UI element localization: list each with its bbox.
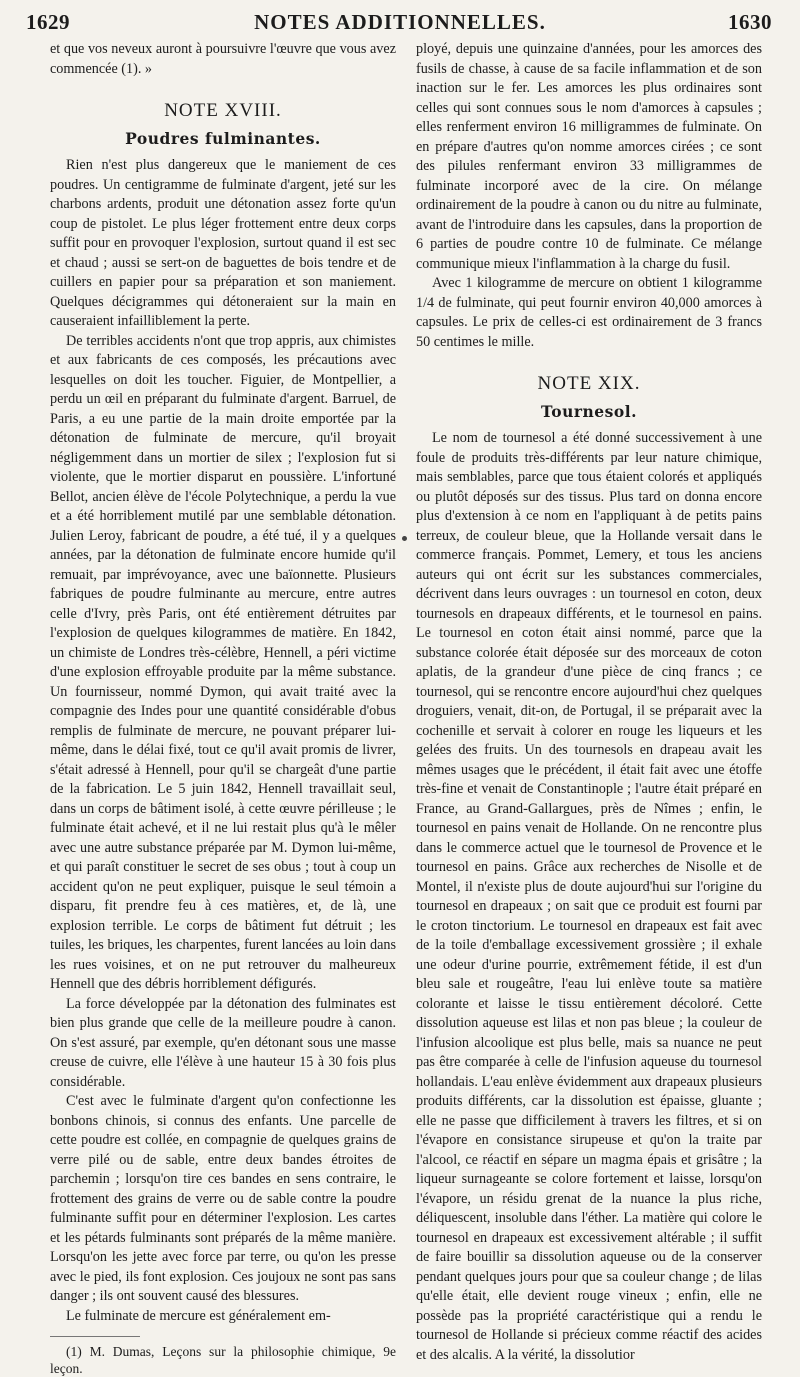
note-19-subtitle: Tournesol. [540,401,637,421]
paragraph: Rien n'est plus dangereux que le maniement de ces poudres. Un centigramme de fulminate d'argent, jeté sur les charbons ardents, produit une détonation assez forte qu'un coup de pistolet. Le plus léger frottement entre deux corps suffit pour en provoquer l'explosion, surtout quand il est sec et chaud ; aussi se sert-on de baguettes de bois tendre et de cuillers en papier pour sa préparation et son maniement. Quelques décigrammes qui détoneraient sur la main en causeraient infailliblement la perte. [50,157,396,329]
note-19-title: NOTE XIX. [537,373,641,394]
paragraph: ployé, depuis une quinzaine d'années, pour les amorces des fusils de chasse, à cause de sa facile inflammation et de son inaction sur le fer. Les amorces les plus ordinaires sont celles qui sont connues sous le nom d'amorces à capsules ; elles renferment environ 16 milligrammes de fulminate. On en prépare d'autres qu'on nomme amorces cirées ; ce sont des pilules renfermant environ 33 milligrammes de fulminate incorporé avec de la cire. On mélange ordinairement de la poudre à canon ou du nitre au fulminate, avant de l'introduire dans les capsules, dans la proportion de 6 parties de poudre contre 10 de fulminate. Ce mélange communique mieux l'inflammation à la charge du fusil. [416,41,762,272]
footnote: (1) M. Dumas, Leçons sur la philosophie chimique, 9e leçon. [50,1344,396,1376]
paragraph: La force développée par la détonation des fulminates est bien plus grande que celle de la meilleure poudre à canon. On s'est assuré, par exemple, qu'en détonant sous une masse creuse de cuivre, elle l'élève à une hauteur 15 à 30 fois plus considérable. [50,995,396,1090]
page-number-left: 1629 [26,10,70,34]
running-header [22,6,778,36]
note-18-title: NOTE XVIII. [164,100,282,121]
right-column [416,40,762,1365]
gutter-mark [402,536,407,541]
intro-paragraph: et que vos neveux auront à poursuivre l'œuvre que vous avez commencée (1). » [50,41,396,77]
running-title: NOTES ADDITIONNELLES. [254,10,546,34]
paragraph: De terribles accidents n'ont que trop appris, aux chimistes et aux fabricants de ces composés, les précautions avec lesquelles on doit les toucher. Figuier, de Montpellier, a perdu un œil en préparant du fulminate d'argent. Barruel, de Paris, a eu une partie de la main droite emportée par la détonation de fulminate de mercure, qu'il broyait négligemment dans un mortier de silex ; l'explosion fut si violente, que le mortier disparut en poussière. L'infortuné Bellot, ancien élève de l'école Polytechnique, a perdu la vue et a été horriblement mutilé par une semblable détonation. Julien Leroy, fabricant de poudre, a été tué, il y a quelques années, par la détonation de fulminate encore humide qu'il remuait, par imprévoyance, avec une baïonnette. Plusieurs fabriques de poudre fulminante au mercure, entre autres celle d'Ivry, près Paris, ont été entièrement détruites par l'explosion de quelques kilogrammes de matière. En 1842, un chimiste de Londres très-célèbre, Hennell, a péri victime d'une explosion effroyable produite par la même substance. Un fournisseur, nommé Dymon, qui avait traité avec la compagnie des Indes pour une quantité considérable d'obus remplis de fulminate de mercure, ne pouvant préparer lui-même, dans le délai fixé, tout ce qu'il avait promis de livrer, s'était adressé à Hennell, pour qu'il se chargeât d'une partie de la fabrication. Le 5 juin 1842, Hennell travaillait seul, dans un corps de bâtiment isolé, à cette œuvre périlleuse ; le fulminate était achevé, et il ne lui restait plus qu'à le mêler avec une autre substance préparée par M. Dymon lui-même, et qui paraît constituer le secret de ses obus ; tout à coup un accident qu'on ne peut expliquer, puisque le seul témoin a disparu, fit prendre feu à ces matières, et, de là, une explosion terrible. Le corps de bâtiment fut détruit ; les tuiles, les briques, les charpentes, furent lancées au loin dans les rues voisines, et on ne put retrouver du malheureux Hennell que des débris horriblement défigurés. [50,332,396,992]
footnote-rule [50,1336,140,1337]
paragraph: C'est avec le fulminate d'argent qu'on confectionne les bonbons chinois, si connus des enfants. Une parcelle de cette poudre est collée, en compagnie de quelques grains de verre pilé ou de sable, entre deux bandes étroites de parchemin ; lorsqu'on tire ces bandes en sens contraire, le frottement des grains de verre ou de sable contre la poudre fulminante suffit pour en déterminer l'explosion. Les cartes et les pétards fulminants sont préparés de la même manière. Lorsqu'on les jette avec force par terre, ou qu'on les presse avec le pied, ils font explosion. Ces joujoux ne sont pas sans danger ; ils ont souvent causé des blessures. [50,1093,396,1304]
paragraph: Avec 1 kilogramme de mercure on obtient 1 kilogramme 1/4 de fulminate, qui peut fournir environ 40,000 amorces à capsules. Le prix de celles-ci est ordinairement de 3 francs 50 centimes le mille. [416,275,762,350]
page-number-right: 1630 [728,10,772,34]
paragraph: Le fulminate de mercure est généralement em- [66,1307,331,1324]
left-column [50,40,396,1377]
paragraph: Le nom de tournesol a été donné successivement à une foule de produits très-différents par leur nature chimique, mais semblables, parce que tous étaient colorés et appliqués ou plutôt déposés sur des tissus. Plus tard on donna encore plus d'extension à ce nom en l'appliquant à de petits pains terreux, de couleur bleue, que la Hollande versait dans le commerce français. Pommet, Lemery, et tous les anciens auteurs qui ont écrit sur les substances commerciales, décrivent dans leurs ouvrages : un tournesol en coton, deux tournesols en drapeaux différents, et le tournesol en pains. Le tournesol en coton était ainsi nommé, parce que la substance colorée était déposée sur des morceaux de coton aplatis, de la grandeur d'une pièce de cinq francs ; ce tournesol, qui se rencontre encore aujourd'hui chez quelques droguiers, venait, dit-on, de Portugal, il se préparait avec la cochenille et servait à colorer en rouge les liqueurs et les gelées des fruits. Un des tournesols en drapeau avait les mêmes usages que le précédent, il était fait avec une étoffe très-fine et venait de Constantinople ; l'autre était préparé en France, au Grand-Gallargues, près de Nîmes ; enfin, le tournesol en pains venait de Hollande. On ne rencontre plus dans le commerce actuel que le tournesol de Provence et le tournesol en pains. Grâce aux recherches de Nisolle et de Montel, il n'existe plus de doute aujourd'hui sur l'origine du tournesol en drapeaux ; on sait que ce produit est fourni par le croton tinctorium. Le tournesol en drapeaux est fait avec de la toile d'emballage excessivement grossière ; il exhale une odeur d'urine pourrie, extrêmement fétide, il est d'un bleu sale et rougeâtre, l'eau lui enlève toute sa matière colorante et laisse le tissu entièrement décoloré. Cette dissolution aqueuse est lilas et non pas bleue ; la couleur de l'infusion alcoolique est plus belle, mais sa nuance ne peut pas être comparée à celle de l'infusion aqueuse du tournesol hollandais. L'eau enlève évidemment aux drapeaux plusieurs produits différents, car la dissolution est épaisse, gluante ; elle ne passe que difficilement à travers les filtres, et si on l'évapore en consistance sirupeuse et qu'on la traite par l'alcool, ce réactif en sépare un magma épais et grisâtre ; la liqueur surnageante se colore fortement et laisse, lorsqu'on l'évapore, un résidu grenat de la nuance la plus riche, déliquescent, insoluble dans l'éther. La matière qui colore le tournesol en drapeaux est excessivement altérable ; il suffit de faire bouillir sa dissolution aqueuse ou de la conserver pendant quelques jours pour que sa couleur change ; de lilas qu'elle était, elle devient rouge vineux ; enfin, elle ne possède pas la propriété caractéristique qui a rendu le tournesol de Hollande si précieux comme réactif des acides et des alcalis. A la vérité, la dissolutior [416,430,762,1363]
note-18-subtitle: Poudres fulminantes. [125,128,321,148]
